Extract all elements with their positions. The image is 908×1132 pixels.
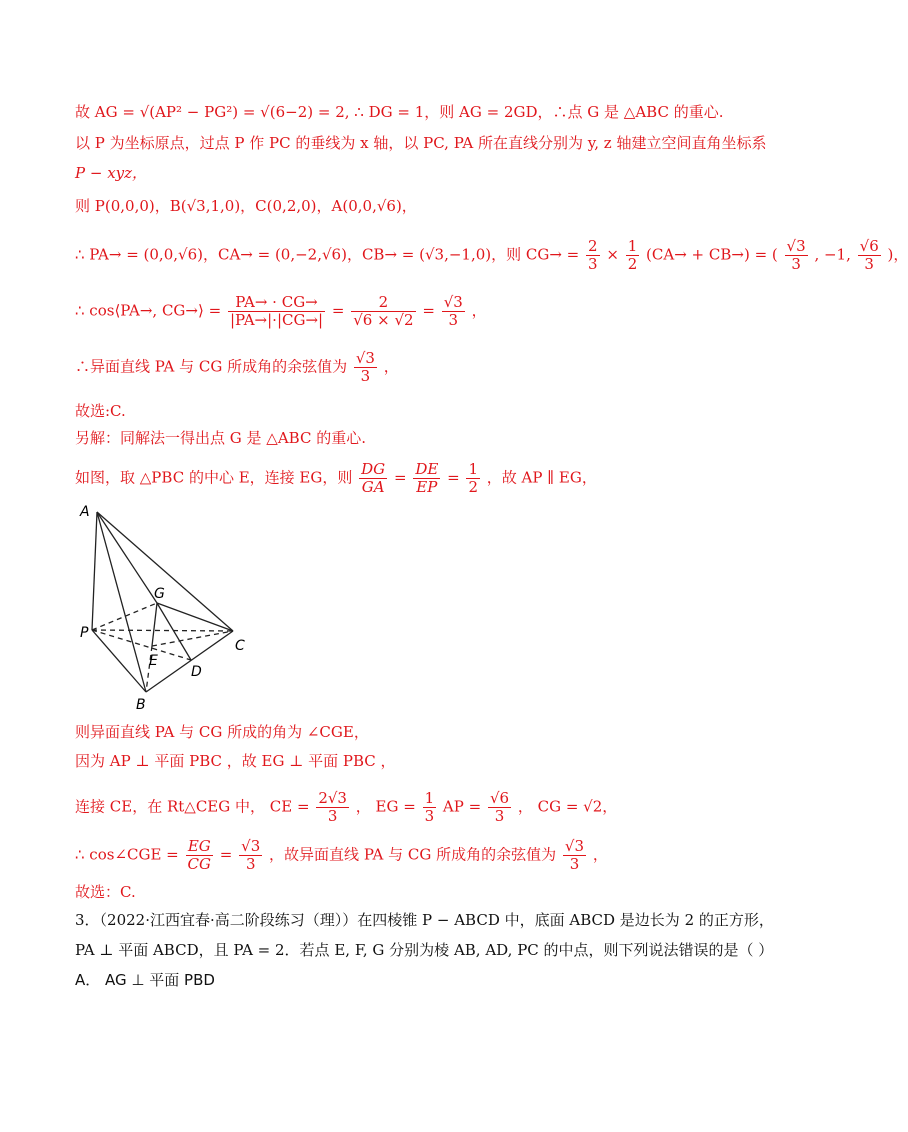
frac-num: 2 (351, 294, 415, 312)
frac-den: 3 (360, 367, 371, 385)
line-16-text: 3．（2022·江西宜春·高二阶段练习（理））在四棱锥 P − ABCD 中，底面 ABCD 是边长为 2 的正方形， (75, 911, 774, 929)
line-13-part-b: ， EG = (355, 797, 416, 816)
line-11-text: 则异面直线 PA 与 CG 所成的角为 ∠CGE， (75, 723, 369, 741)
line-2-text: 以 P 为坐标原点，过点 P 作 PC 的垂线为 x 轴，以 PC, PA 所在直线分别为 y, z 轴建立空间直角坐标系 (75, 134, 767, 152)
line-14-part-a: ∴ cos∠CGE = (75, 845, 179, 864)
line-6-part-b: = (331, 301, 345, 320)
text-line-15 (75, 882, 136, 902)
text-line-4 (75, 196, 417, 216)
fraction-root6-over-3-b (488, 790, 511, 825)
line-9-text: 另解：同解法一得出点 G 是 △ABC 的重心. (75, 429, 366, 447)
line-8-text: 故选:C. (75, 402, 126, 420)
text-line-14 (75, 838, 608, 873)
fraction-de-ep (413, 461, 440, 496)
fraction-one-half (626, 238, 640, 273)
frac-den: 3 (424, 807, 435, 825)
line-5-part-d: , −1, (814, 245, 851, 264)
frac-num: 1 (468, 460, 478, 478)
text-line-13 (75, 790, 617, 825)
label-C: C (235, 638, 245, 654)
frac-den: 2 (627, 255, 638, 273)
frac-num: DE (415, 460, 439, 478)
fraction-one-half-b (466, 461, 480, 496)
frac-den: EP (416, 478, 438, 496)
text-line-16 (75, 910, 774, 930)
pyramid-figure (70, 500, 270, 715)
frac-den: 3 (569, 855, 580, 873)
line-7-part-a: ∴异面直线 PA 与 CG 所成角的余弦值为 (75, 357, 348, 376)
line-14-part-c: ，故异面直线 PA 与 CG 所成角的余弦值为 (269, 845, 557, 864)
label-E: E (149, 653, 158, 669)
label-P: P (80, 625, 89, 641)
fraction-root3-over-3-c (354, 350, 377, 385)
frac-den: 3 (588, 255, 598, 273)
text-line-6 (75, 294, 487, 329)
label-B: B (136, 697, 146, 713)
line-14-part-b: = (219, 845, 233, 864)
frac-num: √3 (564, 837, 585, 855)
frac-num: 1 (627, 237, 638, 255)
line-5-part-c: (CA→ + CB→) = ( (646, 245, 778, 264)
text-line-9 (75, 428, 366, 448)
line-10-part-d: ，故 AP ∥ EG， (486, 468, 597, 487)
frac-num: √6 (859, 237, 879, 255)
label-A: A (80, 504, 90, 520)
fraction-root3-over-3-b (442, 294, 465, 329)
frac-num: 2 (588, 237, 598, 255)
line-4-text: 则 P(0,0,0)，B(√3,1,0)，C(0,2,0)，A(0,0,√6)， (75, 197, 417, 215)
text-line-10 (75, 461, 597, 496)
fraction-root3-over-3 (785, 238, 808, 273)
text-line-17 (75, 940, 773, 960)
text-line-5 (75, 238, 908, 273)
line-13-part-a: 连接 CE，在 Rt△CEG 中， CE = (75, 797, 310, 816)
frac-den: √6 × √2 (353, 311, 414, 329)
label-G: G (154, 586, 165, 602)
frac-den: 3 (791, 255, 801, 273)
frac-num: √3 (241, 837, 261, 855)
frac-num: √6 (489, 789, 510, 807)
line-6-part-a: ∴ cos⟨PA→, CG→⟩ = (75, 301, 222, 320)
line-13-part-d: ， CG = √2， (517, 797, 618, 816)
frac-den: 3 (448, 311, 459, 329)
fraction-two-over (351, 294, 415, 329)
line-3-text: P − xyz， (75, 164, 148, 182)
text-line-7 (75, 350, 399, 385)
frac-den: 3 (245, 855, 256, 873)
frac-den: 3 (864, 255, 874, 273)
text-line-2 (75, 133, 766, 153)
label-D: D (191, 664, 202, 680)
fraction-dg-ga (359, 461, 387, 496)
frac-num: DG (361, 460, 386, 478)
frac-num: √3 (786, 237, 806, 255)
line-5-part-e: )， (887, 245, 908, 264)
frac-num: EG (186, 838, 213, 856)
text-line-1 (75, 102, 723, 122)
line-10-part-a: 如图，取 △PBC 的中心 E，连接 EG，则 (75, 468, 353, 487)
frac-num: √3 (443, 293, 463, 311)
fraction-two-root3-over-3 (316, 790, 349, 825)
fraction-one-third (423, 790, 437, 825)
line-12-text: 因为 AP ⊥ 平面 PBC ，故 EG ⊥ 平面 PBC ， (75, 752, 396, 770)
line-5-part-b: × (606, 245, 619, 264)
line-6-part-c: = (422, 301, 435, 320)
line-6-part-d: ， (471, 301, 487, 320)
frac-den: 3 (494, 807, 505, 825)
fraction-root6-over-3 (858, 238, 881, 273)
text-line-11 (75, 722, 369, 742)
frac-num: 2√3 (318, 789, 347, 807)
fraction-dot-over-abs (228, 294, 325, 329)
frac-num: 1 (424, 789, 435, 807)
line-7-part-b: ， (383, 357, 399, 376)
line-14-part-d: ， (592, 845, 608, 864)
line-15-text: 故选：C. (75, 883, 136, 901)
line-17-text: PA ⊥ 平面 ABCD，且 PA = 2．若点 E, F, G 分别为棱 AB, AD, PC 的中点，则下列说法错误的是（ ） (75, 941, 774, 959)
line-5-part-a: ∴ PA→ = (0,0,√6)，CA→ = (0,−2,√6)，CB→ = (√3,−1,0)，则 CG→ = (75, 245, 580, 264)
frac-den: 2 (468, 478, 478, 496)
frac-num: √3 (355, 349, 375, 367)
frac-num: PA→ · CG→ (228, 294, 325, 312)
fraction-eg-cg (186, 838, 213, 873)
fraction-root3-over-3-e (563, 838, 586, 873)
line-10-part-c: = (447, 468, 460, 487)
fraction-root3-over-3-d (239, 838, 262, 873)
line-10-part-b: = (393, 468, 407, 487)
text-line-12 (75, 751, 396, 771)
line-13-part-c: AP = (442, 797, 482, 816)
fraction-two-thirds (586, 238, 600, 273)
frac-den: GA (361, 478, 385, 496)
text-line-3 (75, 163, 147, 183)
frac-den: 3 (327, 807, 338, 825)
text-line-8 (75, 401, 126, 421)
frac-den: |PA→|·|CG→| (229, 311, 324, 329)
text-line-18 (75, 970, 215, 990)
option-a-text: A． AG ⊥ 平面 PBD (75, 971, 215, 989)
frac-den: CG (187, 855, 212, 873)
line-1-text: 故 AG = √(AP² − PG²) = √(6−2) = 2, ∴ DG = 1，则 AG = 2GD，∴点 G 是 △ABC 的重心. (75, 103, 724, 121)
